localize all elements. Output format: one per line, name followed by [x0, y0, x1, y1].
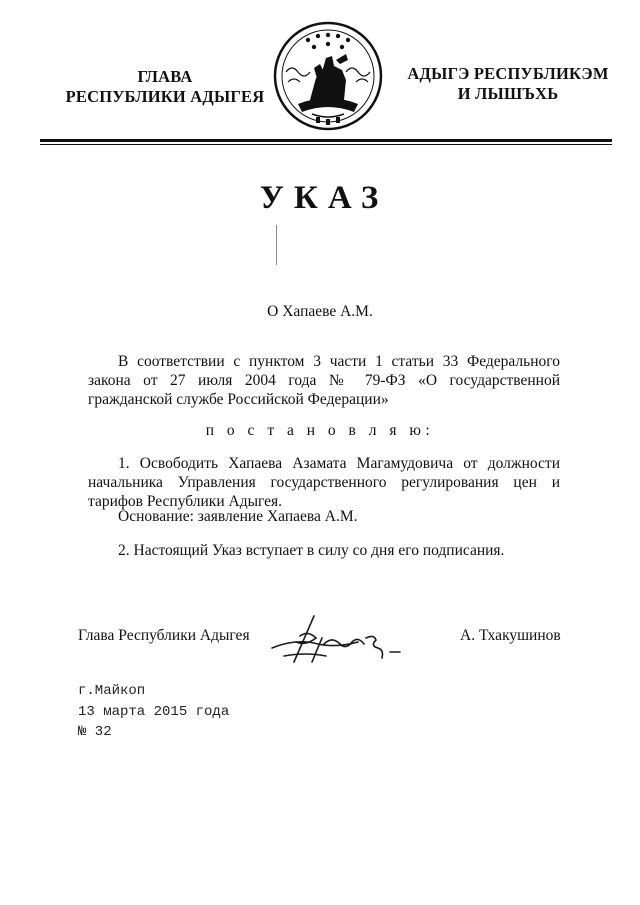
header-left-line2: РЕСПУБЛИКИ АДЫГЕЯ: [65, 87, 265, 106]
preamble-paragraph: [88, 352, 560, 409]
issue-date: 13 марта 2015 года: [78, 704, 230, 720]
header-right-line2: И ЛЫШЪХЬ: [457, 84, 559, 103]
header-divider-thick: [40, 139, 612, 142]
header-left-line1: ГЛАВА: [137, 67, 193, 86]
preamble-text: В соответствии с пунктом 3 части 1 статьи 33 Федерального закона от 27 июля 2004 года № 79-ФЗ «О государственной гражданской службе Российской Федерации»: [88, 353, 560, 408]
decree-number: № 32: [78, 724, 112, 740]
signatory-name: А. Тхакушинов: [460, 627, 561, 644]
signatory-title: Глава Республики Адыгея: [78, 627, 250, 644]
header-right: [388, 64, 628, 104]
decree-item-2: 2. Настоящий Указ вступает в силу со дня его подписания.: [118, 542, 505, 559]
decree-basis: Основание: заявление Хапаева А.М.: [118, 508, 358, 525]
header-right-line1: АДЫГЭ РЕСПУБЛИКЭМ: [407, 64, 609, 83]
decree-word: п о с т а н о в л я ю:: [205, 422, 435, 439]
registration-mark: [276, 225, 277, 265]
document-title: УКАЗ: [259, 180, 389, 216]
coat-of-arms-emblem-icon: [272, 20, 384, 132]
handwritten-signature: [266, 608, 406, 670]
decree-item-1: 1. Освободить Хапаева Азамата Магамудовича от должности начальника Управления государственного регулирования цен и тарифов Республики Адыгея.: [88, 455, 560, 510]
decree-subject: О Хапаеве А.М.: [267, 303, 373, 320]
header-left: [40, 67, 290, 107]
header-divider-thin: [40, 144, 612, 145]
issue-city: г.Майкоп: [78, 683, 146, 699]
